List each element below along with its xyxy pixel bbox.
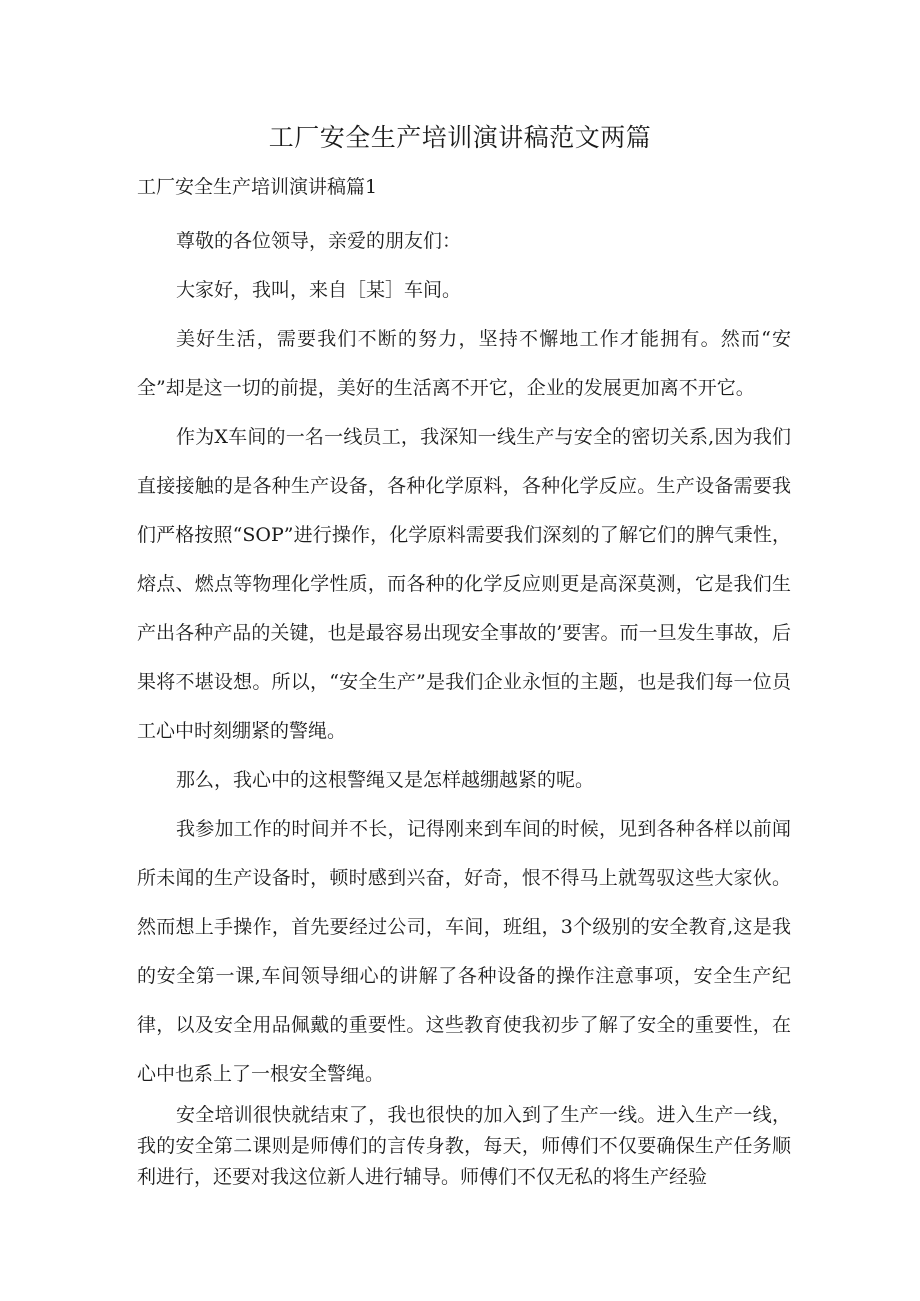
paragraph-intro: 大家好，我叫，来自［某］车间。 (176, 279, 462, 301)
document-title: 工厂安全生产培训演讲稿范文两篇 (268, 123, 652, 152)
paragraph-second-lesson: 安全培训很快就结束了，我也很快的加入到了生产一线。进入生产一线，我的安全第二课则是师傅们的言传身教，每天，师傅们不仅要确保生产任务顺利进行，还要对我这位新人进行辅导。师傅们不仅无私的将生产经验 (137, 1104, 791, 1188)
paragraph-question: 那么，我心中的这根警绳又是怎样越绷越紧的呢。 (176, 769, 595, 791)
paragraph-greeting: 尊敬的各位领导，亲爱的朋友们： (176, 230, 462, 252)
section-title: 工厂安全生产培训演讲稿篇1 (137, 176, 378, 198)
paragraph-good-life: 美好生活，需要我们不断的努力，坚持不懈地工作才能拥有。然而“安全”却是这一切的前提，美好的生活离不开它，企业的发展更加离不开它。 (137, 328, 791, 399)
paragraph-workshop: 作为X车间的一名一线员工，我深知一线生产与安全的密切关系,因为我们直接接触的是各种生产设备，各种化学原料，各种化学反应。生产设备需要我们严格按照“SOP”进行操作，化学原料需要我们深刻的了解它们的脾气秉性，熔点、燃点等物理化学性质，而各种的化学反应则更是高深莫测，它是我们生产出各种产品的关键，也是最容易出现安全事故的’要害。而一旦发生事故，后果将不堪设想。所以，“安全生产”是我们企业永恒的主题，也是我们每一位员工心中时刻绷紧的警绳。 (137, 426, 791, 742)
paragraph-first-lesson: 我参加工作的时间并不长，记得刚来到车间的时候，见到各种各样以前闻所未闻的生产设备时，顿时感到兴奋，好奇，恨不得马上就驾驭这些大家伙。然而想上手操作，首先要经过公司，车间，班组，3个级别的安全教育,这是我的安全第一课,车间领导细心的讲解了各种设备的操作注意事项，安全生产纪律，以及安全用品佩戴的重要性。这些教育使我初步了解了安全的重要性，在心中也系上了一根安全警绳。 (137, 818, 791, 1085)
